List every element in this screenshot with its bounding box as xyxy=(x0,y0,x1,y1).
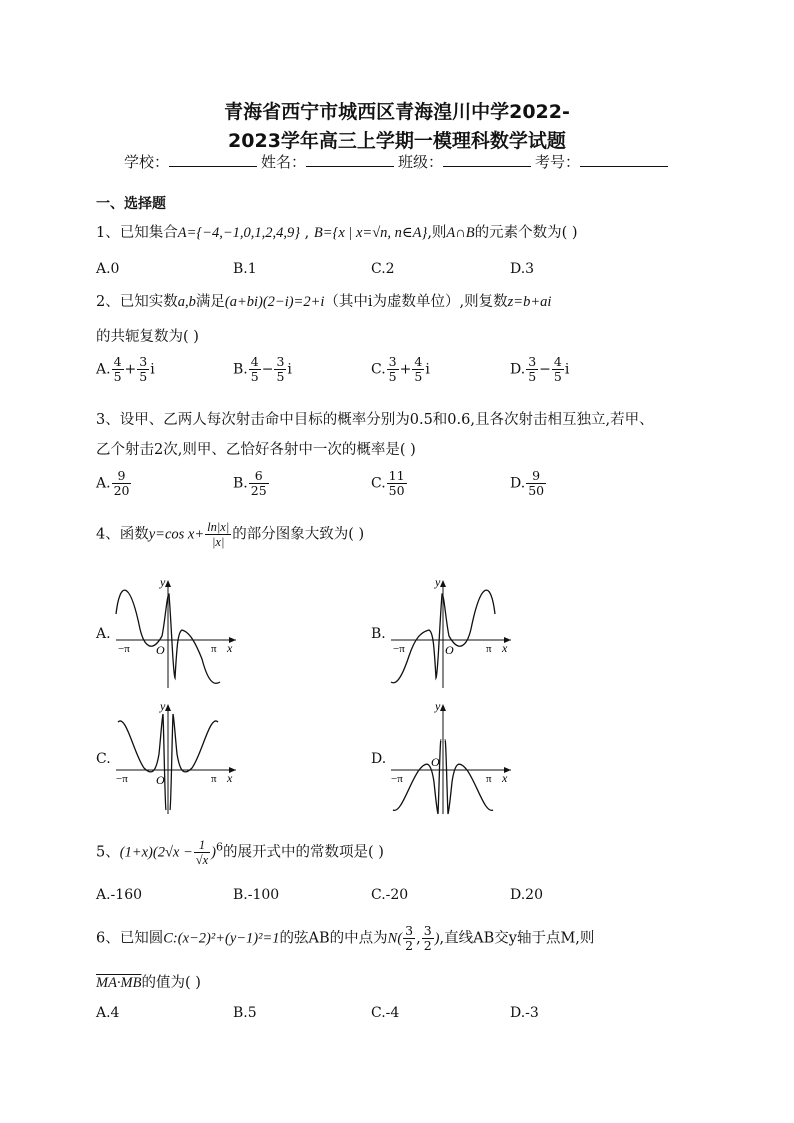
exam-no-blank xyxy=(580,152,668,167)
frac-num: 4 xyxy=(250,354,259,369)
frac-den: √x xyxy=(195,853,209,867)
frac-num: 3 xyxy=(276,354,285,369)
option-label: C. xyxy=(371,475,386,492)
question-3 xyxy=(96,408,654,429)
origin-label: O xyxy=(156,643,165,657)
frac-num: 9 xyxy=(526,469,546,484)
q6-option-b[interactable]: B.5 xyxy=(233,1005,257,1021)
q4-number: 4、 xyxy=(96,526,120,543)
sign: + xyxy=(124,361,137,378)
pi-label: π xyxy=(486,643,492,655)
q3-option-b[interactable] xyxy=(233,469,270,498)
q5-fraction xyxy=(194,838,210,867)
q6-comma: , xyxy=(416,930,421,947)
school-label: 学校： xyxy=(124,153,170,171)
q4-function: y=cos x+ xyxy=(148,526,205,543)
q1-option-d[interactable]: D.3 xyxy=(510,261,535,277)
frac-den: 50 xyxy=(388,483,405,498)
q2-option-b[interactable] xyxy=(233,355,292,384)
q5-expr-pre: (1+x)(2√x − xyxy=(119,844,193,861)
q6-option-a[interactable]: A.4 xyxy=(96,1005,120,1021)
frac-den: 5 xyxy=(553,369,562,384)
option-label: D. xyxy=(510,361,526,378)
imag-unit: i xyxy=(287,361,292,378)
frac-num: 3 xyxy=(388,354,397,369)
frac-den: 20 xyxy=(113,483,130,498)
student-info-row xyxy=(124,151,672,172)
pi-label: π xyxy=(211,773,217,785)
question-5 xyxy=(96,838,384,867)
q1-text-post: ,则 xyxy=(427,225,447,241)
class-label: 班级： xyxy=(398,153,444,171)
y-axis-label: y xyxy=(435,699,441,713)
section-heading: 一、选择题 xyxy=(96,196,166,212)
q6-text-mid: 的弦AB的中点为 xyxy=(279,930,388,947)
frac-den: |x| xyxy=(212,535,225,549)
y-axis-label: y xyxy=(160,699,166,713)
q4-option-d-label[interactable]: D. xyxy=(371,751,387,767)
imag-unit: i xyxy=(150,361,155,378)
q1-intersection: A∩B xyxy=(446,225,475,241)
option-label: B. xyxy=(233,475,248,492)
frac-num: 4 xyxy=(113,354,122,369)
neg-pi-label: −π xyxy=(118,643,130,655)
q6-text-pre: 已知圆 xyxy=(119,930,164,947)
q5-option-b[interactable]: B.-100 xyxy=(233,887,280,903)
q5-option-c[interactable]: C.-20 xyxy=(371,887,409,903)
origin-label: O xyxy=(156,773,165,787)
name-blank xyxy=(306,152,394,167)
q3-option-d[interactable] xyxy=(510,469,547,498)
q4-text-post: 的部分图象大致为( ) xyxy=(232,526,365,543)
title-line-2: 2023学年高三上学期一模理科数学试题 xyxy=(228,130,566,152)
question-1 xyxy=(96,221,578,242)
q6-option-d[interactable]: D.-3 xyxy=(510,1005,539,1021)
frac-num: 9 xyxy=(112,469,132,484)
x-axis-label: x xyxy=(227,641,233,655)
frac-num: 3 xyxy=(405,923,414,938)
pi-label: π xyxy=(486,773,492,785)
frac-num: 1 xyxy=(194,838,210,853)
frac-num: 3 xyxy=(423,923,432,938)
q5-expr-post: ) xyxy=(211,844,217,861)
q3-line-2: 乙个射击2次,则甲、乙恰好各射中一次的概率是( ) xyxy=(96,442,416,458)
q5-number: 5、 xyxy=(96,844,120,861)
pi-label: π xyxy=(211,643,217,655)
q2-text-pre: 已知实数 xyxy=(119,294,178,310)
frac-den: 25 xyxy=(250,483,267,498)
q2-option-d[interactable] xyxy=(510,355,569,384)
frac-den: 50 xyxy=(528,483,545,498)
q5-exponent: 6 xyxy=(216,840,224,854)
q6-point-pre: N( xyxy=(387,930,403,947)
frac-num: 4 xyxy=(553,354,562,369)
graph-a[interactable] xyxy=(112,574,242,692)
sign: − xyxy=(539,361,551,378)
exam-no-label: 考号： xyxy=(535,153,581,171)
frac-den: 5 xyxy=(388,369,397,384)
q6-point-post: ) xyxy=(434,930,440,947)
y-axis-label: y xyxy=(160,575,166,589)
q1-set-a: A={−4,−1,0,1,2,4,9} xyxy=(177,225,301,241)
q6-option-c[interactable]: C.-4 xyxy=(371,1005,400,1021)
graph-c[interactable] xyxy=(112,698,242,816)
q4-text-pre: 函数 xyxy=(119,526,149,543)
q1-text-end: 的元素个数为( ) xyxy=(474,225,578,241)
q6-vector-product: MA·MB xyxy=(96,975,142,991)
q1-number: 1、 xyxy=(96,225,120,241)
q4-option-b-label[interactable]: B. xyxy=(371,626,386,642)
q3-option-c[interactable] xyxy=(371,469,408,498)
frac-den: 5 xyxy=(414,369,423,384)
y-axis-label: y xyxy=(435,575,441,589)
q4-option-c-label[interactable]: C. xyxy=(96,751,111,767)
q6-text-post: ,直线AB交y轴于点M,则 xyxy=(439,930,595,947)
neg-pi-label: −π xyxy=(393,643,405,655)
x-axis-label: x xyxy=(502,641,508,655)
q3-option-a[interactable] xyxy=(96,469,132,498)
frac-den: 5 xyxy=(113,369,122,384)
frac-den: 5 xyxy=(528,369,537,384)
q5-text-post: 的展开式中的常数项是( ) xyxy=(223,844,384,861)
frac-den: 5 xyxy=(276,369,285,384)
frac-den: 5 xyxy=(250,369,259,384)
q1-sep: , xyxy=(300,225,314,241)
q5-option-a[interactable]: A.-160 xyxy=(96,887,143,903)
q2-option-c[interactable] xyxy=(371,355,430,384)
q1-option-b[interactable]: B.1 xyxy=(233,261,257,277)
question-6 xyxy=(96,924,594,953)
class-blank xyxy=(443,152,531,167)
sign: − xyxy=(261,361,274,378)
imag-unit: i xyxy=(425,361,430,378)
q2-z: z=b+ai xyxy=(507,294,552,310)
q2-number: 2、 xyxy=(96,294,120,310)
q2-equation: (a+bi)(2−i)=2+i xyxy=(224,294,325,310)
frac-den: 5 xyxy=(139,369,148,384)
option-label: C. xyxy=(371,361,386,378)
frac-num: 4 xyxy=(414,354,423,369)
q6-line-2 xyxy=(96,971,201,992)
q6-circle: C:(x−2)²+(y−1)²=1 xyxy=(163,930,280,947)
q3-number: 3、 xyxy=(96,412,120,428)
frac-num: ln|x| xyxy=(207,520,230,534)
frac-den: 2 xyxy=(405,938,414,953)
q2-option-a[interactable] xyxy=(96,355,155,384)
question-2 xyxy=(96,290,551,311)
q4-fraction xyxy=(205,520,231,549)
frac-num: 6 xyxy=(249,469,269,484)
frac-num: 11 xyxy=(388,468,405,483)
q2-ab: a,b xyxy=(177,294,196,310)
graph-b[interactable] xyxy=(387,574,517,692)
option-label: A. xyxy=(96,475,111,492)
q2-note: （其中i为虚数单位）,则复数 xyxy=(324,294,508,310)
q1-option-a[interactable]: A.0 xyxy=(96,261,120,277)
frac-den: 2 xyxy=(423,938,432,953)
q2-line-2: 的共轭复数为( ) xyxy=(96,329,199,345)
frac-num: 3 xyxy=(139,354,148,369)
q4-option-a-label[interactable]: A. xyxy=(96,626,111,642)
q6-frac-2 xyxy=(422,924,434,953)
option-label: A. xyxy=(96,361,111,378)
q6-frac-1 xyxy=(403,924,415,953)
q1-text-pre: 已知集合 xyxy=(119,225,178,241)
school-blank xyxy=(169,152,257,167)
q5-option-d[interactable]: D.20 xyxy=(510,887,543,903)
name-label: 姓名： xyxy=(261,153,307,171)
neg-pi-label: −π xyxy=(391,773,403,785)
origin-label: O xyxy=(445,643,454,657)
q2-text-mid: 满足 xyxy=(195,294,225,310)
q6-text-line2: 的值为( ) xyxy=(141,975,201,991)
q3-line-1: 设甲、乙两人每次射击命中目标的概率分别为0.5和0.6,且各次射击相互独立,若甲、 xyxy=(119,412,654,428)
x-axis-label: x xyxy=(502,771,508,785)
graph-d[interactable] xyxy=(387,698,517,816)
q1-option-c[interactable]: C.2 xyxy=(371,261,395,277)
q6-number: 6、 xyxy=(96,930,120,947)
option-label: B. xyxy=(233,361,248,378)
imag-unit: i xyxy=(564,361,570,378)
frac-num: 3 xyxy=(528,354,537,369)
question-4 xyxy=(96,520,364,549)
sign: + xyxy=(399,361,412,378)
option-label: D. xyxy=(510,475,526,492)
x-axis-label: x xyxy=(227,771,233,785)
q1-set-b: B={x | x=√n, n∈A} xyxy=(313,225,428,241)
origin-label: O xyxy=(431,755,440,769)
title-line-1: 青海省西宁市城西区青海湟川中学2022- xyxy=(224,101,570,123)
neg-pi-label: −π xyxy=(116,773,128,785)
